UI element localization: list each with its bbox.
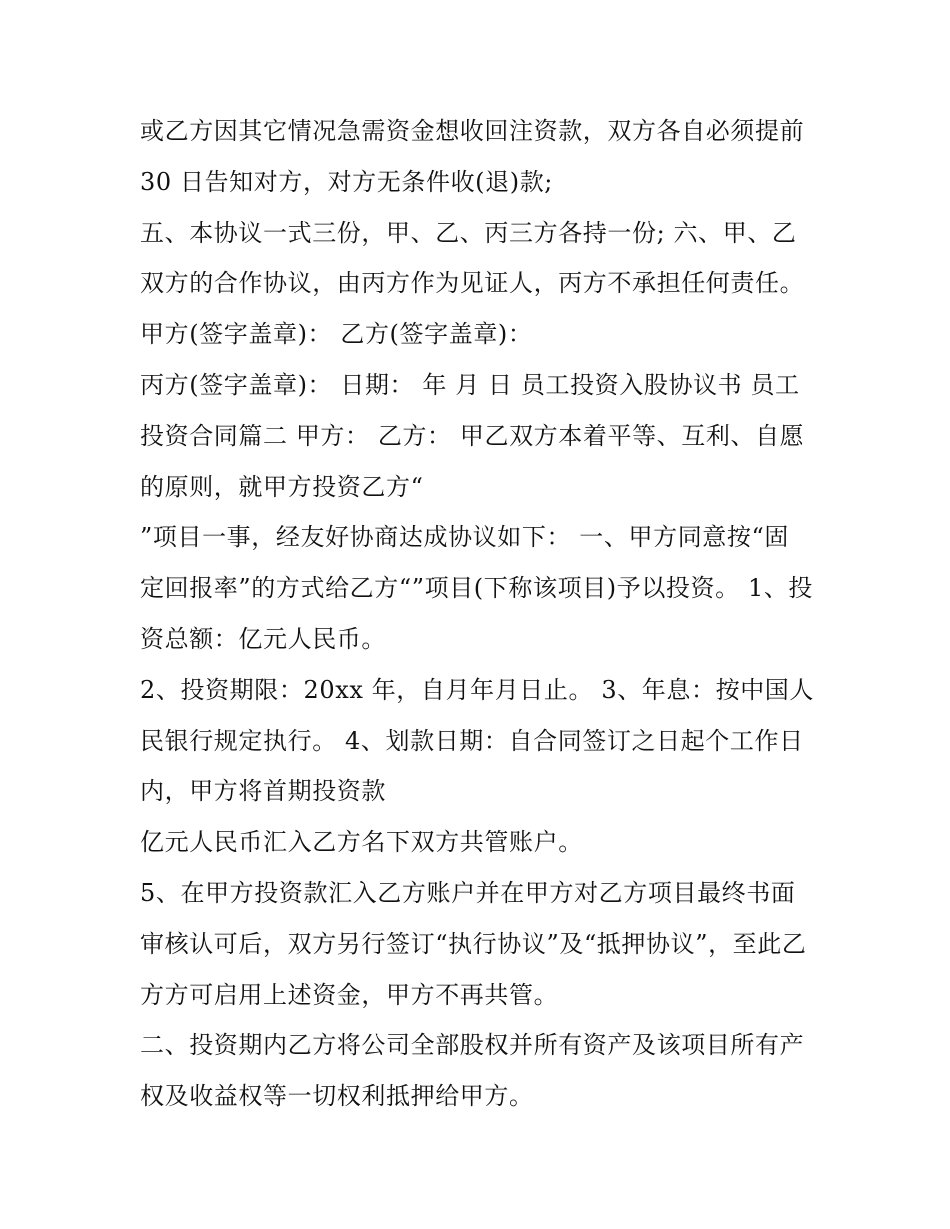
text-line: 投资合同篇二 甲方： 乙方： 甲乙双方本着平等、互利、自愿 [140,421,805,450]
text-line: 定回报率”的方式给乙方“”项目(下称该项目)予以投资。 1、投 [140,574,814,603]
text-line: 审核认可后，双方另行签订“执行协议”及“抵押协议”，至此乙 [140,929,807,958]
text-line: ”项目一事，经友好协商达成协议如下： 一、甲方同意按“固 [140,523,789,552]
text-line: 的原则，就甲方投资乙方“ [140,472,424,501]
text-line: 亿元人民币汇入乙方名下双方共管账户。 [140,828,583,857]
text-line: 民银行规定执行。 4、划款日期：自合同签订之日起个工作日 [140,726,804,755]
text-line: 双方的合作协议，由丙方作为见证人，丙方不承担任何责任。 [140,269,805,298]
text-line: 或乙方因其它情况急需资金想收回注资款，双方各自必须提前 [140,117,805,145]
text-line: 资总额：亿元人民币。 [140,624,386,653]
text-line: 五、本协议一式三份，甲、乙、丙三方各持一份; 六、甲、乙 [140,218,797,247]
text-line: 甲方(签字盖章)： 乙方(签字盖章)： [140,320,533,349]
text-line: 方方可启用上述资金，甲方不再共管。 [140,980,559,1009]
text-line: 内，甲方将首期投资款 [140,777,386,806]
text-line: 二、投资期内乙方将公司全部股权并所有资产及该项目所有产 [140,1031,805,1060]
text-line: 丙方(签字盖章)： 日期： 年 月 日 员工投资入股协议书 员工 [140,370,800,399]
text-line: 30 日告知对方，对方无条件收(退)款; [140,167,553,196]
text-line: 5、在甲方投资款汇入乙方账户并在甲方对乙方项目最终书面 [140,878,796,907]
text-line: 权及收益权等一切权利抵押给甲方。 [140,1082,534,1111]
document-body [140,106,830,1122]
text-line: 2、投资期限：20xx 年，自月年月日止。 3、年息：按中国人 [140,675,815,704]
